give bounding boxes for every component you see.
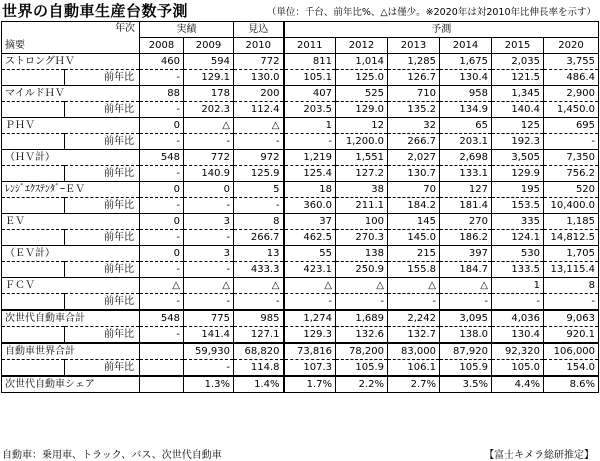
footer-source: 【富士キメラ総研推定】: [484, 450, 594, 461]
ratio-cell: 186.2: [440, 230, 492, 246]
ratio-cell: -: [336, 294, 388, 311]
ratio-cell: 114.8: [234, 360, 284, 377]
ratio-cell: 105.9: [440, 360, 492, 377]
value-cell: 5: [234, 182, 284, 198]
value-cell: 8: [544, 278, 599, 294]
value-cell: 695: [544, 118, 599, 134]
ratio-cell: -: [140, 70, 184, 86]
ratio-cell: 130.4: [492, 327, 544, 344]
corner-cell: [2, 22, 140, 54]
footer-definition: 自動車：乗用車、トラック、バス、次世代自動車: [2, 450, 222, 461]
ratio-row: [2, 102, 599, 118]
data-row: [2, 278, 599, 294]
indent-cell: [2, 198, 65, 214]
indent-cell: [2, 327, 65, 344]
ratio-cell: -: [184, 230, 234, 246]
value-cell: 127: [440, 182, 492, 198]
value-cell: 270: [440, 214, 492, 230]
value-cell: 1,014: [336, 54, 388, 70]
value-cell: 55: [284, 246, 336, 262]
value-cell: 3: [184, 214, 234, 230]
indent-cell: [2, 262, 65, 278]
ratio-cell: -: [184, 360, 234, 377]
value-cell: 65: [440, 118, 492, 134]
ratio-cell: 13,115.4: [544, 262, 599, 278]
ratio-label: 前年比: [65, 294, 140, 311]
value-cell: 3: [184, 246, 234, 262]
ratio-row: [2, 360, 599, 377]
value-cell: △: [234, 278, 284, 294]
unit-note: （単位：千台、前年比%、△は僅少。※2020年は対2010年比伸長率を示す）: [266, 7, 596, 18]
ratio-cell: 145.0: [388, 230, 440, 246]
row-label: ＥＶ: [2, 214, 140, 230]
data-row: [2, 214, 599, 230]
value-cell: 1,705: [544, 246, 599, 262]
value-cell: 407: [284, 86, 336, 102]
value-cell: 106,000: [544, 343, 599, 360]
header-row-1: [2, 22, 599, 38]
ratio-cell: 756.2: [544, 166, 599, 182]
row-label: マイルドＨＶ: [2, 86, 140, 102]
ratio-cell: 125.0: [336, 70, 388, 86]
share-cell: 2.7%: [388, 376, 440, 393]
value-cell: 3,755: [544, 54, 599, 70]
ratio-cell: 140.4: [492, 102, 544, 118]
ratio-cell: 181.4: [440, 198, 492, 214]
value-cell: 178: [184, 86, 234, 102]
ratio-cell: 192.3: [492, 134, 544, 150]
value-cell: 1,689: [336, 310, 388, 327]
share-row: [2, 376, 599, 393]
year-header-cell: 2012: [336, 38, 388, 54]
ratio-label: 前年比: [65, 134, 140, 150]
ratio-cell: 266.7: [234, 230, 284, 246]
value-cell: 4,036: [492, 310, 544, 327]
row-label: 次世代自動車合計: [2, 310, 140, 327]
ratio-cell: 203.5: [284, 102, 336, 118]
ratio-row: [2, 327, 599, 344]
value-cell: 1,345: [492, 86, 544, 102]
ratio-label: 前年比: [65, 262, 140, 278]
ratio-cell: -: [544, 134, 599, 150]
ratio-row: [2, 230, 599, 246]
value-cell: 8: [234, 214, 284, 230]
indent-cell: [2, 134, 65, 150]
value-cell: 0: [140, 182, 184, 198]
ratio-row: [2, 70, 599, 86]
value-cell: 1: [284, 118, 336, 134]
data-row: [2, 343, 599, 360]
ratio-cell: -: [140, 327, 184, 344]
row-label: 自動車世界合計: [2, 343, 140, 360]
year-header-cell: 2008: [140, 38, 184, 54]
ratio-cell: 184.7: [440, 262, 492, 278]
ratio-cell: -: [140, 262, 184, 278]
value-cell: 548: [140, 150, 184, 166]
ratio-cell: 486.4: [544, 70, 599, 86]
ratio-label: 前年比: [65, 198, 140, 214]
ratio-cell: 127.1: [234, 327, 284, 344]
ratio-cell: 133.1: [440, 166, 492, 182]
ratio-cell: 433.3: [234, 262, 284, 278]
data-row: [2, 310, 599, 327]
share-label: 次世代自動車シェア: [2, 376, 140, 393]
share-cell: 1.3%: [184, 376, 234, 393]
value-cell: 811: [284, 54, 336, 70]
ratio-cell: 10,400.0: [544, 198, 599, 214]
ratio-cell: -: [284, 134, 336, 150]
ratio-cell: 153.5: [492, 198, 544, 214]
page-title: 世界の自動車生産台数予測: [2, 2, 189, 20]
ratio-row: [2, 198, 599, 214]
value-cell: 772: [234, 54, 284, 70]
share-cell: 3.5%: [440, 376, 492, 393]
value-cell: 520: [544, 182, 599, 198]
ratio-cell: 105.9: [336, 360, 388, 377]
ratio-row: [2, 294, 599, 311]
ratio-cell: -: [140, 198, 184, 214]
value-cell: 1,274: [284, 310, 336, 327]
indent-cell: [2, 230, 65, 246]
value-cell: △: [184, 118, 234, 134]
ratio-cell: 132.7: [388, 327, 440, 344]
ratio-cell: -: [184, 134, 234, 150]
value-cell: 1,285: [388, 54, 440, 70]
ratio-cell: 250.9: [336, 262, 388, 278]
value-cell: △: [336, 278, 388, 294]
value-cell: 68,820: [234, 343, 284, 360]
ratio-cell: 360.0: [284, 198, 336, 214]
year-header-cell: 2011: [284, 38, 336, 54]
header-mikomi: 見込: [234, 22, 284, 38]
share-cell: 8.6%: [544, 376, 599, 393]
share-cell: 1.4%: [234, 376, 284, 393]
data-row: [2, 118, 599, 134]
value-cell: 775: [184, 310, 234, 327]
value-cell: 958: [440, 86, 492, 102]
year-header-cell: 2014: [440, 38, 492, 54]
ratio-cell: 130.0: [234, 70, 284, 86]
header-yosoku: 予測: [284, 22, 599, 38]
value-cell: 460: [140, 54, 184, 70]
ratio-label: 前年比: [65, 327, 140, 344]
ratio-cell: -: [140, 294, 184, 311]
value-cell: △: [440, 278, 492, 294]
ratio-cell: 106.1: [388, 360, 440, 377]
ratio-cell: 203.1: [440, 134, 492, 150]
value-cell: 87,920: [440, 343, 492, 360]
forecast-table: [1, 21, 599, 393]
ratio-cell: 125.4: [284, 166, 336, 182]
ratio-cell: 1,200.0: [336, 134, 388, 150]
value-cell: 1,551: [336, 150, 388, 166]
header-tekiyo: 摘要: [5, 40, 25, 51]
value-cell: 18: [284, 182, 336, 198]
ratio-cell: 423.1: [284, 262, 336, 278]
value-cell: 100: [336, 214, 388, 230]
value-cell: △: [140, 278, 184, 294]
value-cell: 88: [140, 86, 184, 102]
value-cell: 525: [336, 86, 388, 102]
ratio-cell: -: [234, 294, 284, 311]
value-cell: 38: [336, 182, 388, 198]
ratio-cell: -: [184, 262, 234, 278]
ratio-cell: 130.7: [388, 166, 440, 182]
value-cell: △: [284, 278, 336, 294]
ratio-cell: 134.9: [440, 102, 492, 118]
value-cell: 2,035: [492, 54, 544, 70]
ratio-cell: 462.5: [284, 230, 336, 246]
value-cell: 59,930: [184, 343, 234, 360]
value-cell: 92,320: [492, 343, 544, 360]
row-label: ＦＣＶ: [2, 278, 140, 294]
ratio-label: 前年比: [65, 70, 140, 86]
value-cell: 2,242: [388, 310, 440, 327]
value-cell: 0: [140, 214, 184, 230]
value-cell: 972: [234, 150, 284, 166]
ratio-cell: 112.4: [234, 102, 284, 118]
value-cell: 195: [492, 182, 544, 198]
ratio-cell: 121.5: [492, 70, 544, 86]
data-row: [2, 182, 599, 198]
ratio-cell: -: [492, 294, 544, 311]
ratio-row: [2, 262, 599, 278]
data-row: [2, 54, 599, 70]
ratio-cell: 127.2: [336, 166, 388, 182]
row-label: ストロングＨＶ: [2, 54, 140, 70]
ratio-cell: 132.6: [336, 327, 388, 344]
value-cell: 70: [388, 182, 440, 198]
ratio-row: [2, 134, 599, 150]
ratio-row: [2, 166, 599, 182]
ratio-cell: -: [284, 294, 336, 311]
header-nenji: 年次: [115, 23, 135, 34]
value-cell: 3,505: [492, 150, 544, 166]
value-cell: 397: [440, 246, 492, 262]
indent-cell: [2, 360, 65, 377]
ratio-cell: -: [140, 102, 184, 118]
ratio-cell: 129.0: [336, 102, 388, 118]
ratio-cell: 125.9: [234, 166, 284, 182]
ratio-cell: 154.0: [544, 360, 599, 377]
indent-cell: [2, 102, 65, 118]
value-cell: 2,900: [544, 86, 599, 102]
ratio-cell: 211.1: [336, 198, 388, 214]
value-cell: 335: [492, 214, 544, 230]
ratio-cell: [140, 360, 184, 377]
indent-cell: [2, 166, 65, 182]
ratio-cell: -: [140, 230, 184, 246]
ratio-cell: 124.1: [492, 230, 544, 246]
ratio-cell: 266.7: [388, 134, 440, 150]
ratio-cell: 129.9: [492, 166, 544, 182]
value-cell: △: [184, 278, 234, 294]
row-label: ＰＨＶ: [2, 118, 140, 134]
ratio-cell: 140.9: [184, 166, 234, 182]
indent-cell: [2, 294, 65, 311]
ratio-cell: -: [234, 198, 284, 214]
share-cell: [140, 376, 184, 393]
ratio-cell: 270.3: [336, 230, 388, 246]
row-label: （ＨＶ計）: [2, 150, 140, 166]
year-header-cell: 2009: [184, 38, 234, 54]
ratio-cell: -: [388, 294, 440, 311]
ratio-cell: 141.4: [184, 327, 234, 344]
value-cell: 0: [140, 118, 184, 134]
row-label: （ＥＶ計）: [2, 246, 140, 262]
indent-cell: [2, 70, 65, 86]
data-row: [2, 246, 599, 262]
ratio-cell: -: [140, 134, 184, 150]
ratio-cell: -: [440, 294, 492, 311]
value-cell: 83,000: [388, 343, 440, 360]
value-cell: 2,698: [440, 150, 492, 166]
value-cell: 37: [284, 214, 336, 230]
ratio-cell: 920.1: [544, 327, 599, 344]
ratio-cell: 155.8: [388, 262, 440, 278]
ratio-cell: 1,450.0: [544, 102, 599, 118]
year-header-cell: 2020: [544, 38, 599, 54]
ratio-cell: 130.4: [440, 70, 492, 86]
value-cell: 138: [336, 246, 388, 262]
ratio-label: 前年比: [65, 102, 140, 118]
value-cell: 3,095: [440, 310, 492, 327]
data-row: [2, 150, 599, 166]
value-cell: 9,063: [544, 310, 599, 327]
ratio-label: 前年比: [65, 360, 140, 377]
row-label: ﾚﾝｼﾞｴｸｽﾃﾝﾀﾞｰＥＶ: [2, 182, 140, 198]
ratio-cell: 129.1: [184, 70, 234, 86]
value-cell: 7,350: [544, 150, 599, 166]
ratio-cell: 202.3: [184, 102, 234, 118]
year-header-cell: 2010: [234, 38, 284, 54]
ratio-cell: 184.2: [388, 198, 440, 214]
year-header-cell: 2013: [388, 38, 440, 54]
ratio-cell: 105.1: [284, 70, 336, 86]
data-row: [2, 86, 599, 102]
ratio-cell: -: [234, 134, 284, 150]
value-cell: 530: [492, 246, 544, 262]
value-cell: 1,675: [440, 54, 492, 70]
value-cell: 1,185: [544, 214, 599, 230]
ratio-cell: 126.7: [388, 70, 440, 86]
value-cell: 32: [388, 118, 440, 134]
year-header-cell: 2015: [492, 38, 544, 54]
ratio-cell: -: [184, 198, 234, 214]
ratio-cell: -: [140, 166, 184, 182]
value-cell: 125: [492, 118, 544, 134]
ratio-cell: 129.3: [284, 327, 336, 344]
share-cell: 2.2%: [336, 376, 388, 393]
value-cell: [140, 343, 184, 360]
ratio-label: 前年比: [65, 166, 140, 182]
header-jisseki: 実績: [140, 22, 234, 38]
value-cell: 200: [234, 86, 284, 102]
ratio-cell: 135.2: [388, 102, 440, 118]
ratio-label: 前年比: [65, 230, 140, 246]
value-cell: 78,200: [336, 343, 388, 360]
ratio-cell: 138.0: [440, 327, 492, 344]
ratio-cell: 107.3: [284, 360, 336, 377]
share-cell: 4.4%: [492, 376, 544, 393]
value-cell: 594: [184, 54, 234, 70]
value-cell: 215: [388, 246, 440, 262]
ratio-cell: -: [184, 294, 234, 311]
value-cell: △: [388, 278, 440, 294]
value-cell: 73,816: [284, 343, 336, 360]
value-cell: 772: [184, 150, 234, 166]
value-cell: 145: [388, 214, 440, 230]
value-cell: 12: [336, 118, 388, 134]
share-cell: 1.7%: [284, 376, 336, 393]
ratio-cell: -: [544, 294, 599, 311]
value-cell: 1,219: [284, 150, 336, 166]
value-cell: △: [234, 118, 284, 134]
value-cell: 0: [184, 182, 234, 198]
ratio-cell: 105.0: [492, 360, 544, 377]
value-cell: 13: [234, 246, 284, 262]
ratio-cell: 14,812.5: [544, 230, 599, 246]
value-cell: 2,027: [388, 150, 440, 166]
value-cell: 548: [140, 310, 184, 327]
value-cell: 1: [492, 278, 544, 294]
value-cell: 0: [140, 246, 184, 262]
value-cell: 710: [388, 86, 440, 102]
value-cell: 985: [234, 310, 284, 327]
ratio-cell: 133.5: [492, 262, 544, 278]
